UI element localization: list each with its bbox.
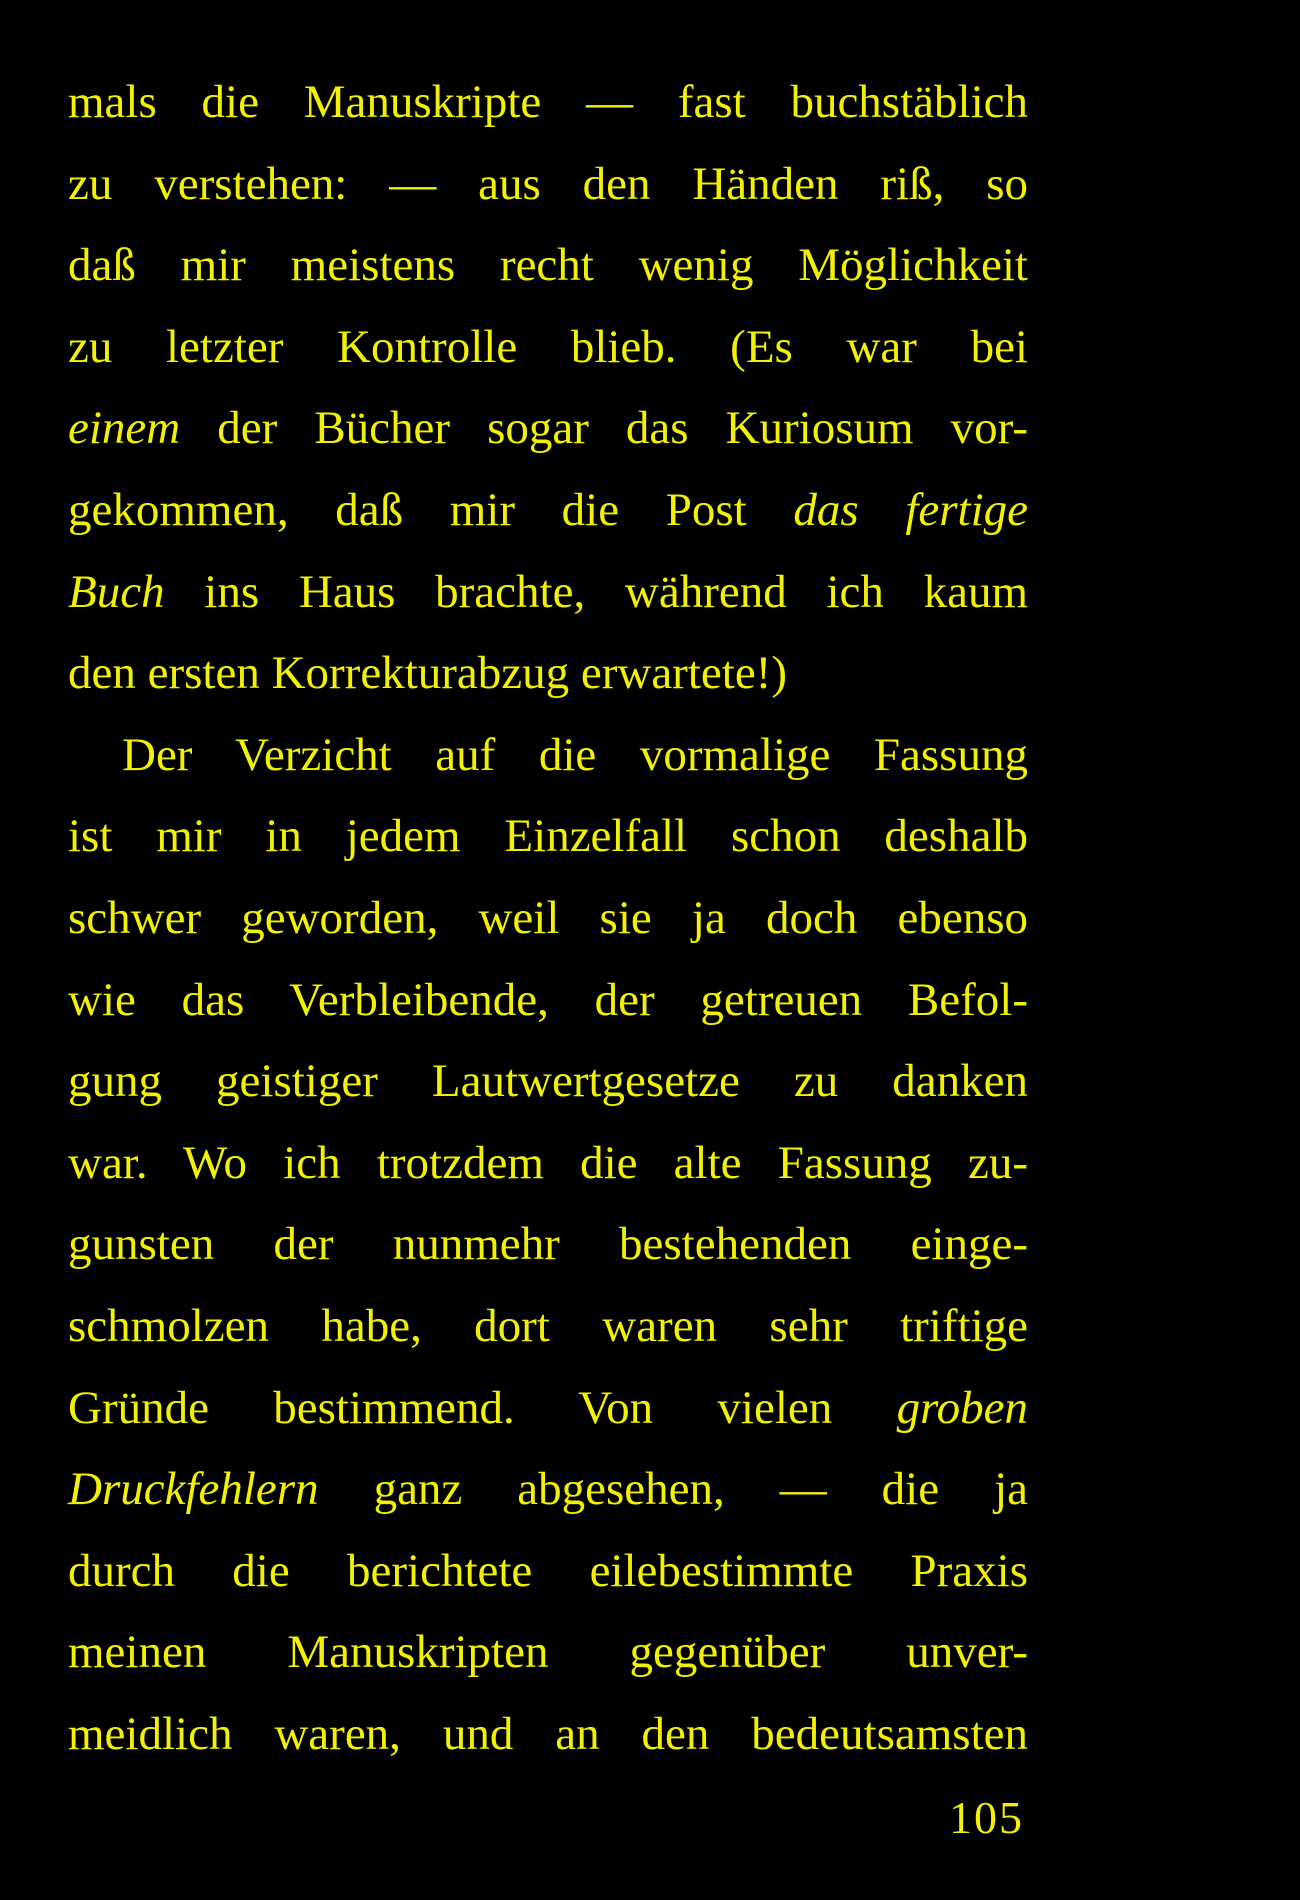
text-line: gunsten der nunmehr bestehenden einge- (68, 1218, 1028, 1271)
page-number: 105 (949, 1792, 1024, 1843)
emphasis: das fertige (793, 483, 1029, 536)
emphasis: Buch (68, 565, 165, 618)
text-line: meidlich waren, und an den bedeutsamsten (68, 1707, 1028, 1760)
text-line: daß mir meistens recht wenig Möglichkeit (68, 239, 1028, 292)
emphasis: Druckfehlern (68, 1463, 319, 1516)
emphasis: einem (68, 402, 181, 455)
text-line: ist mir in jedem Einzelfall schon deshalb (68, 810, 1028, 863)
text-line: zu letzter Kontrolle blieb. (Es war bei (68, 320, 1028, 373)
text-line: war. Wo ich trotzdem die alte Fassung zu- (68, 1136, 1028, 1189)
text-line: schmolzen habe, dort waren sehr triftige (68, 1299, 1028, 1352)
paragraph-start-line: Der Verzicht auf die vormalige Fassung (122, 728, 1028, 781)
text-line: zu verstehen: — aus den Händen riß, so (68, 157, 1028, 210)
text-line: meinen Manuskripten gegenüber unver- (68, 1626, 1028, 1679)
text-line: schwer geworden, weil sie ja doch ebenso (68, 891, 1028, 944)
text-line: Gründe bestimmend. Von vielen groben (68, 1381, 1028, 1434)
text-line: Buch ins Haus brachte, während ich kaum (68, 565, 1028, 618)
text-line: gung geistiger Lautwertgesetze zu danken (68, 1055, 1028, 1108)
page-body-text (68, 62, 1028, 1775)
text-line: wie das Verbleibende, der getreuen Befol- (68, 973, 1028, 1026)
text-line: mals die Manuskripte — fast buchstäblich (68, 76, 1028, 128)
text-line: Druckfehlern ganz abgesehen, — die ja (68, 1463, 1028, 1516)
text-line: einem der Bücher sogar das Kuriosum vor- (68, 402, 1028, 455)
paragraph-end-line: den ersten Korrekturabzug erwartete!) (68, 647, 787, 700)
text-line: durch die berichtete eilebestimmte Praxis (68, 1544, 1028, 1597)
text-line: gekommen, daß mir die Post das fertige (68, 483, 1029, 536)
emphasis: groben (896, 1381, 1028, 1434)
